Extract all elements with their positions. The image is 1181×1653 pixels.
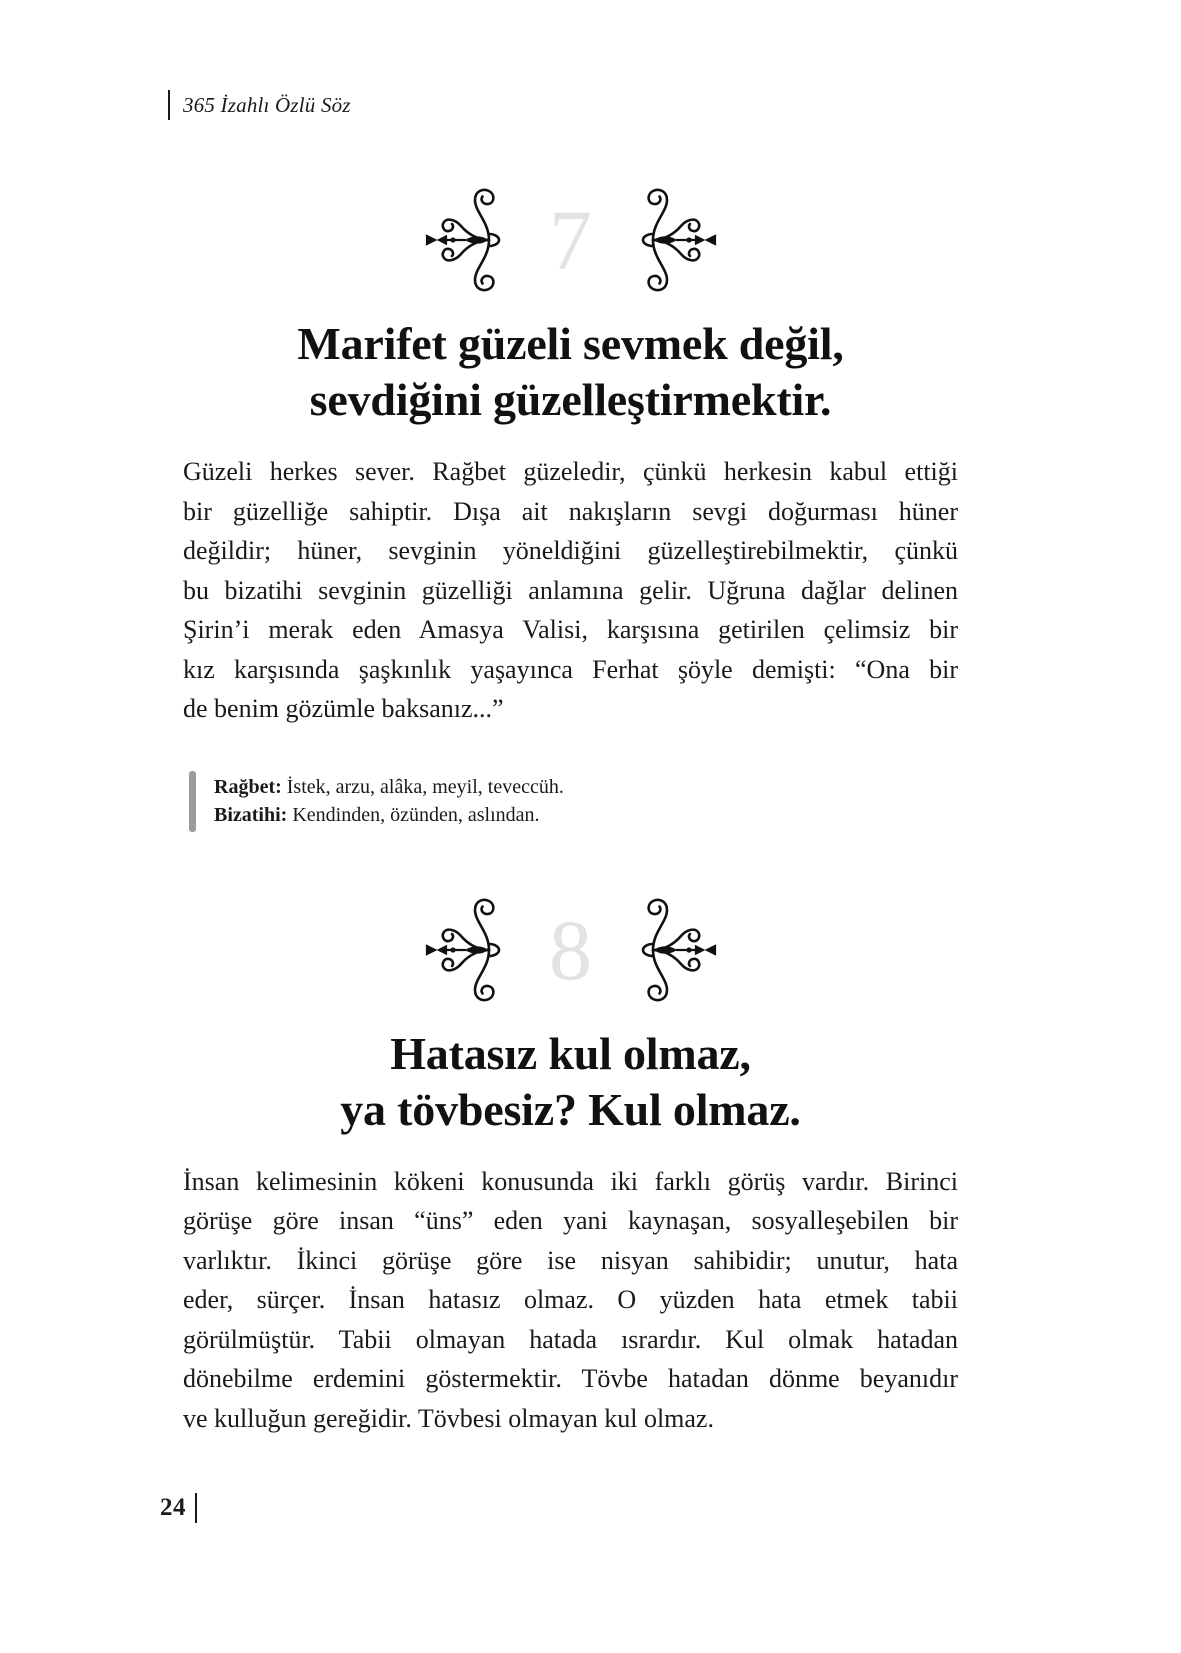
glossary-accent-bar	[189, 771, 196, 832]
glossary-term: Rağbet:	[214, 775, 282, 798]
flourish-ornament-left-icon	[419, 186, 511, 294]
section-number: 7	[549, 192, 592, 288]
paragraph-line: kız karşısında şaşkınlık yaşayınca Ferhat şöyle demişti: “Ona bir	[183, 654, 958, 684]
headline-line: Hatasız kul olmaz,	[390, 1027, 751, 1079]
flourish-ornament-left-icon	[419, 896, 511, 1004]
glossary-entry	[214, 773, 564, 801]
glossary-term: Bizatihi:	[214, 804, 288, 827]
paragraph-line: değildir; hüner, sevginin yöneldiğini güzelleştirebilmektir, çünkü	[183, 536, 958, 566]
section-paragraph-8	[183, 1162, 958, 1439]
paragraph-line: eder, sürçer. İnsan hatasız olmaz. O yüzden hata etmek tabii	[183, 1285, 958, 1315]
ornament-leaf-shape	[465, 236, 488, 243]
paragraph-line: bu bizatihi sevginin güzelliği anlamına gelir. Uğruna dağlar delinen	[183, 575, 958, 605]
page-number: 24	[160, 1494, 186, 1521]
paragraph-line: varlıktır. İkinci görüşe göre ise nisyan sahibidir; unutur, hata	[183, 1245, 958, 1275]
section-headline-8	[183, 1026, 958, 1138]
headline-line: sevdiğini güzelleştirmektir.	[309, 374, 832, 426]
section-number: 8	[549, 901, 592, 998]
section-7	[183, 180, 958, 832]
header-rule-divider	[168, 90, 170, 120]
content-column	[183, 180, 958, 1438]
section-paragraph-7	[183, 452, 958, 729]
running-header	[168, 88, 351, 122]
paragraph-line: görüşe göre insan “üns” eden yani kaynaşan, sosyalleşebilen bir	[183, 1206, 958, 1236]
flourish-ornament-right-icon	[631, 186, 723, 294]
running-header-title: 365 İzahlı Özlü Söz	[183, 92, 351, 117]
paragraph-line: Güzeli herkes sever. Rağbet güzeledir, çünkü herkesin kabul ettiği	[183, 457, 958, 487]
paragraph-line: Şirin’i merak eden Amasya Valisi, karşısına getirilen çelimsiz bir	[183, 615, 958, 645]
glossary-definition: Kendinden, özünden, aslından.	[292, 804, 540, 827]
folio-rule-divider	[195, 1493, 197, 1523]
section-divider-8	[183, 890, 958, 1010]
section-8	[183, 890, 958, 1439]
glossary-block-7	[189, 771, 958, 832]
paragraph-line: de benim gözümle baksanız...”	[183, 694, 504, 724]
paragraph-line: bir güzelliğe sahiptir. Dışa ait nakışların sevgi doğurması hüner	[183, 496, 958, 526]
glossary-entries	[214, 771, 564, 832]
headline-line: Marifet güzeli sevmek değil,	[297, 318, 844, 369]
paragraph-line: görülmüştür. Tabii olmayan hatada ısrardır. Kul olmak hatadan	[183, 1324, 958, 1354]
flourish-ornament-right-icon	[631, 896, 723, 1004]
page-folio	[160, 1491, 197, 1525]
section-headline-7	[183, 316, 958, 428]
paragraph-line: ve kulluğun gereğidir. Tövbesi olmayan kul olmaz.	[183, 1403, 714, 1433]
section-spacer	[183, 832, 958, 890]
headline-line: ya tövbesiz? Kul olmaz.	[340, 1083, 801, 1135]
paragraph-line: İnsan kelimesinin kökeni konusunda iki farklı görüş vardır. Birinci	[183, 1166, 958, 1196]
section-divider-7	[183, 180, 958, 300]
glossary-entry	[214, 801, 564, 829]
paragraph-line: dönebilme erdemini göstermektir. Tövbe hatadan dönme beyanıdır	[183, 1364, 958, 1394]
glossary-definition: İstek, arzu, alâka, meyil, teveccüh.	[286, 775, 564, 798]
